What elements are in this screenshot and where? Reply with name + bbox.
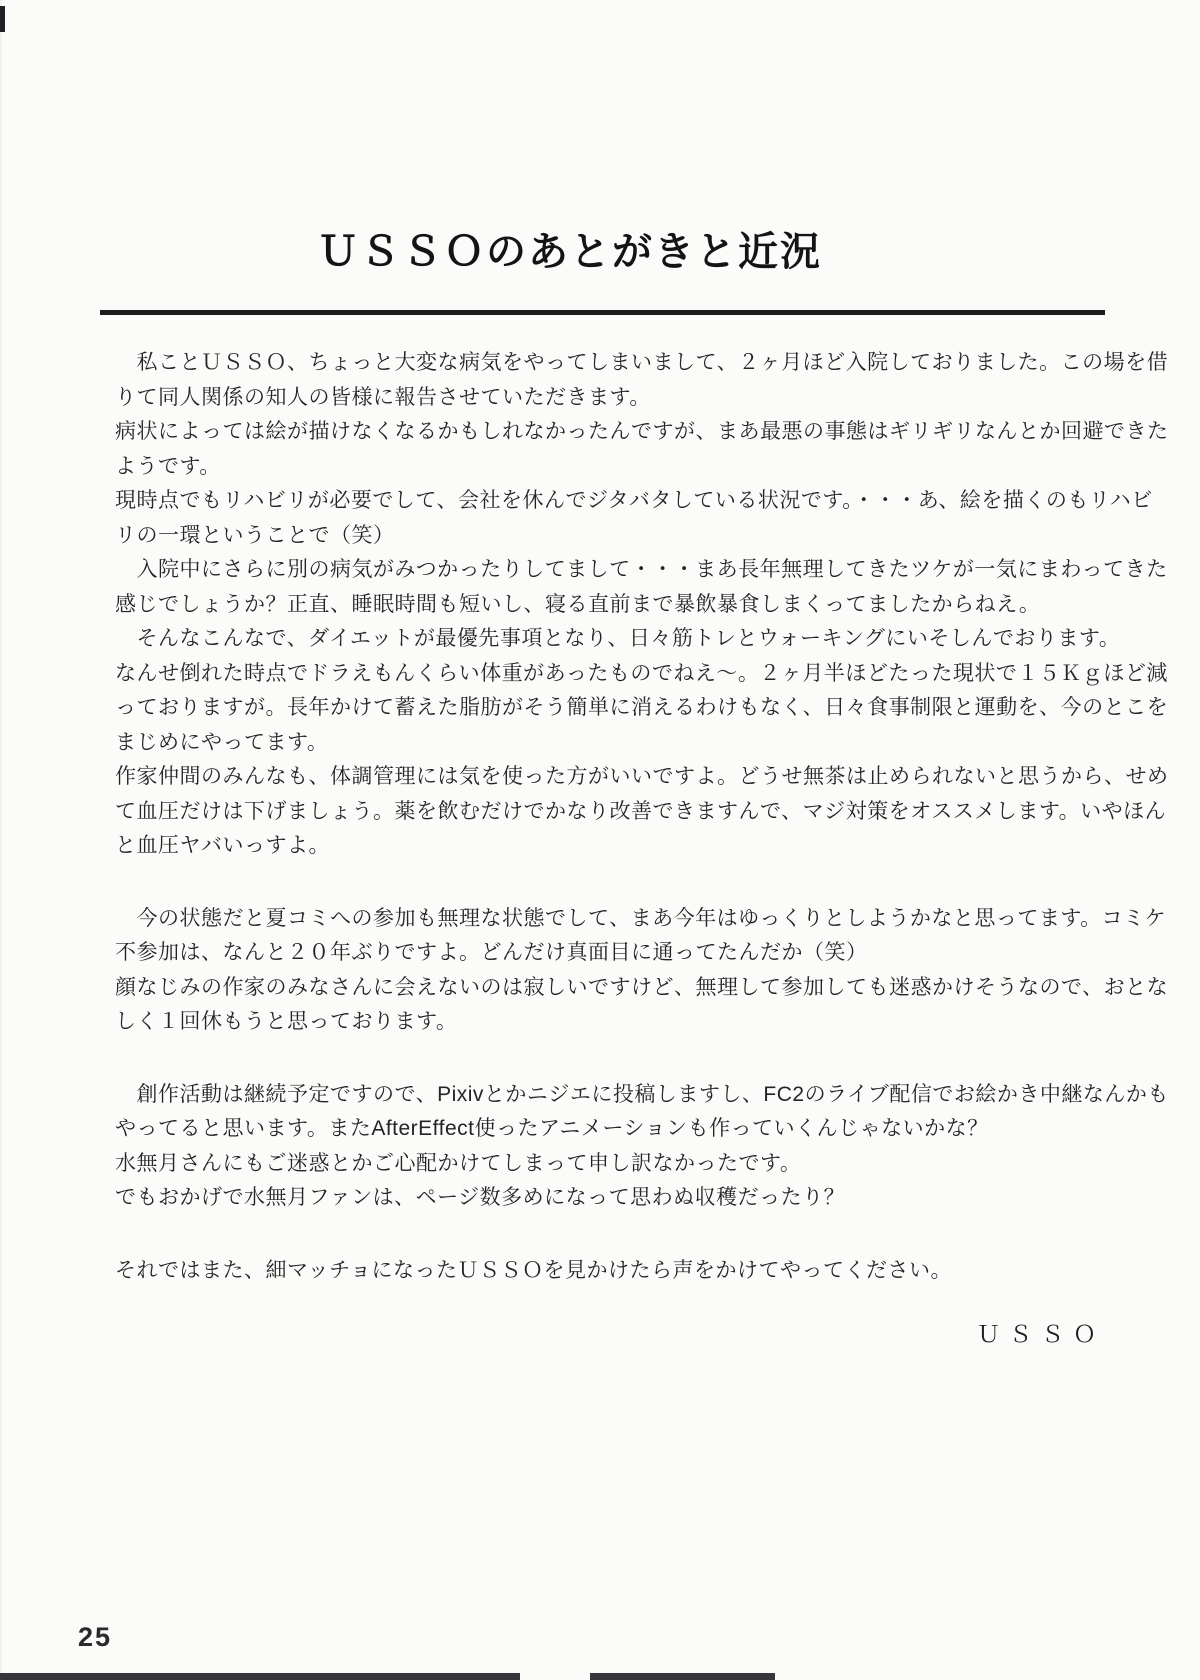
scan-edge-artifact	[0, 0, 2, 1680]
text-line: まじめにやってます。	[115, 730, 329, 754]
page-title: ＵＳＳＯのあとがきと近況	[318, 230, 822, 274]
title-divider-rule	[100, 310, 1105, 315]
text-line: と血圧ヤバいっすよ。	[115, 834, 330, 857]
text-line: でもおかげで水無月ファンは、ページ数多めになって思わぬ収穫だったり？	[115, 1186, 846, 1209]
text-line: やってると思います。またAfterEffect使ったアニメーションも作っていくんじゃないかな？	[115, 1117, 989, 1140]
text-line: 現時点でもリハビリが必要でして、会社を休んでジタバタしている状況です。・・・あ、絵を描くのもリハビ	[115, 489, 1153, 512]
scan-bottom-bar-artifact	[0, 1673, 520, 1680]
text-line: っておりますが。長年かけて蓄えた脂肪がそう簡単に消えるわけもなく、日々食事制限と運動を、今のとこを	[115, 696, 1169, 719]
title-block	[20, 220, 1120, 277]
text-line: 感じでしょうか？正直、睡眠時間も短いし、寝る直前まで暴飲暴食しまくってましたからねえ。	[115, 592, 1041, 616]
scan-bottom-bar-artifact	[590, 1673, 775, 1680]
signature-row	[0, 1316, 1105, 1349]
text-line: そんなこんなで、ダイエットが最優先事項となり、日々筋トレとウォーキングにいそしんでおります。	[115, 627, 1121, 650]
text-line: 作家仲間のみんなも、体調管理には気を使った方がいいですよ。どうせ無茶は止められないと思うから、せめ	[115, 765, 1169, 788]
text-line: ようです。	[115, 454, 221, 478]
text-line: 水無月さんにもご迷惑とかご心配かけてしまって申し訳なかったです。	[115, 1151, 802, 1175]
text-line: 顔なじみの作家のみなさんに会えないのは寂しいですけど、無理して参加しても迷惑かけそうなので、おとな	[115, 975, 1169, 999]
scan-corner-artifact	[0, 6, 5, 32]
text-line: リの一環ということで（笑）	[115, 523, 395, 547]
text-line: しく１回休もうと思っております。	[115, 1010, 458, 1033]
author-signature: ＵＳＳＯ	[977, 1321, 1105, 1347]
text-line: りて同人関係の知人の皆様に報告させていただきます。	[115, 385, 651, 409]
text-line: て血圧だけは下げましょう。薬を飲むだけでかなり改善できますんで、マジ対策をオススメします。いやほん	[115, 799, 1167, 823]
text-line: 創作活動は継続予定ですので、Pixivとかニジエに投稿しますし、FC2のライブ配信でお絵かき中継なんかも	[115, 1082, 1169, 1106]
text-line: 私ことＵＳＳＯ、ちょっと大変な病気をやってしまいまして、２ヶ月ほど入院しておりました。この場を借	[115, 351, 1169, 374]
text-line: なんせ倒れた時点でドラえもんくらい体重があったものでねえ～。２ヶ月半ほどたった現状で１５Ｋｇほど減	[115, 661, 1168, 685]
text-line: それではまた、細マッチョになったＵＳＳＯを見かけたら声をかけてやってください。	[115, 1258, 953, 1282]
afterword-text	[115, 346, 1169, 1288]
text-line: 今の状態だと夏コミへの参加も無理な状態でして、まあ今年はゆっくりとしようかなと思ってます。コミケ	[115, 906, 1167, 930]
text-line: 病状によっては絵が描けなくなるかもしれなかったんですが、まあ最悪の事態はギリギリなんとか回避できた	[115, 420, 1169, 443]
page-number: 25	[78, 1622, 113, 1652]
text-line: 入院中にさらに別の病気がみつかったりしてまして・・・まあ長年無理してきたツケが一気にまわってきた	[115, 558, 1168, 581]
text-line: 不参加は、なんと２０年ぶりですよ。どんだけ真面目に通ってたんだか（笑）	[115, 941, 868, 964]
